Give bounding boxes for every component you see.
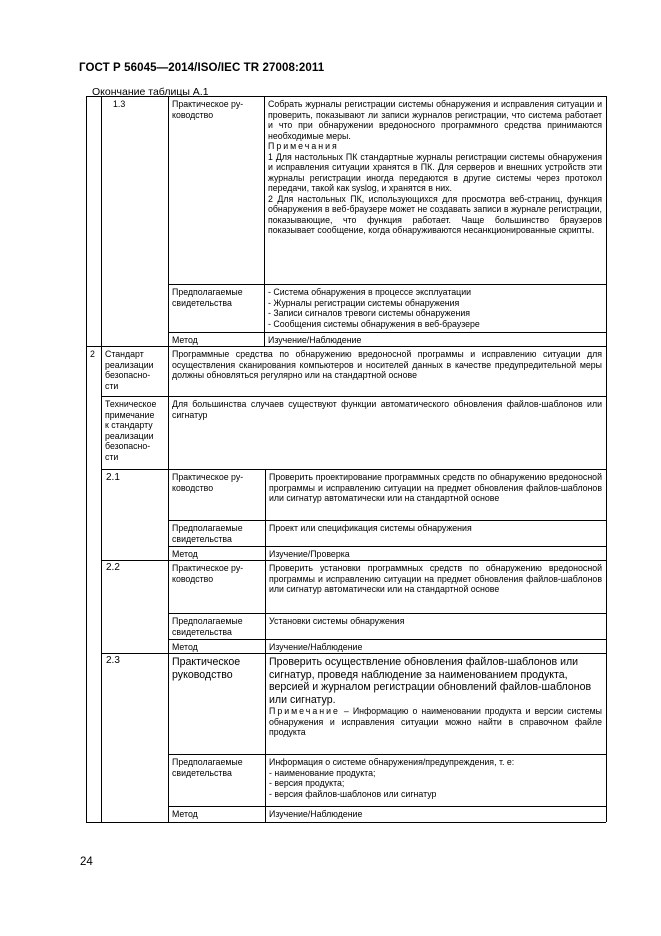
label-method: Метод (172, 809, 198, 819)
label-security-standard: Стандарт реализации безопасно- сти (105, 349, 154, 391)
practical-guidance-cell (268, 99, 602, 236)
row-number: 1.3 (113, 99, 126, 109)
label-technical-note: Техническое примечание к стандарту реализации безопасно- сти (105, 399, 157, 462)
evidence-item: - Журналы регистрации системы обнаружения (268, 297, 460, 308)
row-number: 2.1 (106, 473, 120, 483)
requirements-table (86, 96, 606, 822)
section-number: 2 (90, 349, 95, 359)
security-standard-text: Программные средства по обнаружению вредоносной программы и исправлению ситуации для осуществления сканирования компьютеров и носителей данных в качестве предупредительной меры должны обновляться регулярно или на стандартной основе (172, 349, 602, 380)
label-practical-guidance: Практическое руководство (172, 656, 241, 681)
method-value: Изучение/Наблюдение (268, 335, 362, 345)
method-value: Изучение/Наблюдение (269, 809, 363, 819)
label-method: Метод (172, 642, 198, 652)
note-heading: Примечание (269, 706, 340, 717)
label-expected-evidence: Предполагаемые свидетельства (172, 523, 243, 544)
practical-guidance-cell (269, 656, 602, 738)
label-practical-guidance: Практическое ру- ководство (172, 99, 244, 120)
note-2: 2 Для настольных ПК, использующихся для просмотра веб-страниц, функция обнаружения в веб-браузере может не создавать записи в журнале регистрации, показывающие, что функция работает. Чаще большинство браузеров показывает сообщение, когда обнаруживаются несанкционированные скрипты. (268, 193, 602, 235)
practical-guidance-text: Проверить установки программных средств по обнаружению вредоносной программы и исправлению ситуации на предмет обновления файлов-шаблонов или сигнатур автоматически или на стандартной основе (269, 563, 602, 594)
technical-note-text: Для большинства случаев существуют функции автоматического обновления файлов-шаблонов или сигнатур (172, 399, 602, 420)
row-number: 2.2 (106, 563, 120, 573)
label-method: Метод (172, 335, 198, 345)
evidence-item: - наименование продукта; (269, 767, 376, 778)
evidence-value: Проект или спецификация системы обнаружения (269, 523, 472, 533)
evidence-item: - Записи сигналов тревоги системы обнаружения (268, 308, 471, 318)
page-number: 24 (80, 856, 93, 868)
note-text: – Информацию о наименовании продукта и версии системы обнаружения и исправления ситуации можно найти в справочном файле продукта (269, 706, 602, 738)
method-value: Изучение/Наблюдение (269, 642, 363, 652)
evidence-item: - Сообщения системы обнаружения в веб-браузере (268, 318, 480, 329)
practical-guidance-text: Проверить проектирование программных средств по обнаружению вредоносной программы и исправлению ситуации на предмет обновления файлов-шаблонов или сигнатур автоматически или на стандартной основе (269, 472, 602, 503)
evidence-item: - версия продукта; (269, 778, 345, 788)
notes-heading: Примечания (268, 141, 339, 151)
label-expected-evidence: Предполагаемые свидетельства (172, 616, 243, 637)
evidence-item: Информация о системе обнаружения/предупреждения, т. е: (269, 757, 515, 767)
label-expected-evidence: Предполагаемые свидетельства (172, 287, 243, 308)
evidence-list (268, 287, 602, 329)
document-header: ГОСТ Р 56045—2014/ISO/IEC TR 27008:2011 (79, 62, 325, 74)
evidence-list (269, 757, 602, 799)
label-practical-guidance: Практическое ру- ководство (172, 563, 244, 584)
evidence-value: Установки системы обнаружения (269, 616, 405, 626)
label-expected-evidence: Предполагаемые свидетельства (172, 757, 243, 778)
practical-guidance-text: Собрать журналы регистрации системы обнаружения и исправления ситуации и проверить, показывают ли записи журналов регистрации, что система работает и что при обнаружении вредоносного программного средства принимаются необходимые меры. (268, 99, 602, 141)
label-method: Метод (172, 549, 198, 559)
evidence-item: - Система обнаружения в процессе эксплуатации (268, 287, 472, 297)
method-value: Изучение/Проверка (269, 549, 350, 559)
note-1: 1 Для настольных ПК стандартные журналы регистрации системы обнаружения и исправления ситуации хранятся в ПК. Для серверов и внешних устройств эти журналы регистрации иногда передаются в другие системы через протокол передачи, такой как syslog, и хранятся в них. (268, 151, 602, 193)
row-number: 2.3 (106, 656, 120, 666)
table-continuation-caption: Окончание таблицы А.1 (92, 86, 209, 98)
label-practical-guidance: Практическое ру- ководство (172, 472, 244, 493)
practical-guidance-text: Проверить осуществление обновления файлов-шаблонов или сигнатур, проведя наблюдение за наименованием продукта, версией и журналом регистрации обновлений файлов-шаблонов или сигнатур. (269, 656, 592, 706)
evidence-item: - версия файлов-шаблонов или сигнатур (269, 788, 437, 799)
